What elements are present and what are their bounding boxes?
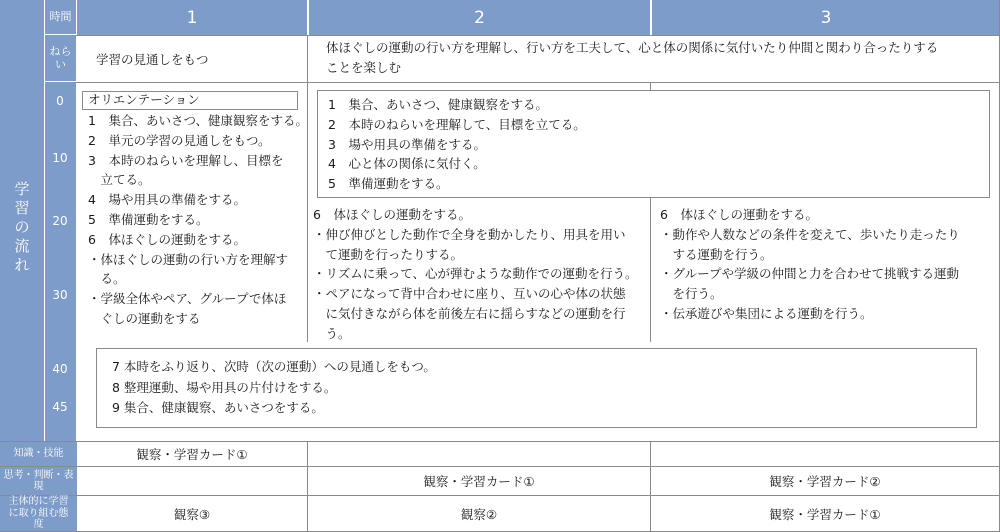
col1-line: 4 場や用具の準備をする。 xyxy=(88,192,246,208)
eval-cell: 観察・学習カード① xyxy=(136,447,248,462)
col2-line: う。 xyxy=(313,325,351,341)
col2-line: ・ペアになって背中合わせに座り、互いの心や体の状態 xyxy=(313,286,626,302)
closing-line: 8 整理運動、場や用具の片付けをする。 xyxy=(112,379,337,395)
eval-cell: 観察③ xyxy=(173,506,211,522)
aim-col1: 学習の見通しをもつ xyxy=(96,52,209,67)
aim-line: ことを楽しむ xyxy=(326,60,402,75)
col1-line: 1 集合、あいさつ、健康観察をする。 xyxy=(88,113,308,128)
common-steps xyxy=(328,95,586,194)
col-header-2: 2 xyxy=(308,0,650,35)
col3-line: ・動作や人数などの条件を変えて、歩いたり走ったり xyxy=(660,226,960,242)
aim-col23 xyxy=(326,38,938,78)
col2-line: て運動を行ったりする。 xyxy=(313,246,464,262)
col1-line: ・体ほぐしの運動の行い方を理解す xyxy=(88,251,289,267)
flow-label: 学 習 の 流 れ xyxy=(14,180,30,274)
time-0: 0 xyxy=(56,94,64,108)
aim-line: 体ほぐしの運動の行い方を理解し、行い方を工夫して、心と体の関係に気付いたり仲間と関わり合ったりする xyxy=(326,40,939,55)
aim-label: ねらい xyxy=(44,36,76,82)
col1-line: ・学級全体やペア、グループで体ほ xyxy=(88,291,287,307)
col2-activities xyxy=(313,205,638,344)
col1-line: 2 単元の学習の見通しをもつ。 xyxy=(88,132,271,148)
col2-line: に気付きながら体を前後左右に揺らすなどの運動を行 xyxy=(313,305,626,321)
common-line: 3 場や用具の準備をする。 xyxy=(328,136,486,152)
eval-cell xyxy=(308,442,650,466)
col-header-1: 1 xyxy=(77,0,307,35)
col3-line: ・伝承遊びや集団による運動を行う。 xyxy=(660,305,873,321)
col1-line: る。 xyxy=(88,271,126,287)
common-line: 2 本時のねらいを理解して、目標を立てる。 xyxy=(328,116,586,132)
col3-line: を行う。 xyxy=(660,286,723,302)
eval-cell: 観察・学習カード① xyxy=(769,506,881,522)
col2-line: 6 体ほぐしの運動をする。 xyxy=(313,207,471,222)
time-10: 10 xyxy=(52,151,68,165)
eval-cell: 観察・学習カード② xyxy=(769,474,881,489)
common-line: 4 心と体の関係に気付く。 xyxy=(328,156,486,172)
closing-steps xyxy=(112,357,436,419)
common-line: 1 集合、あいさつ、健康観察をする。 xyxy=(328,97,548,112)
col2-line: ・伸び伸びとした動作で全身を動かしたり、用具を用い xyxy=(313,226,626,242)
col1-line: 3 本時のねらいを理解し、目標を xyxy=(88,152,284,168)
col1-line: 5 準備運動をする。 xyxy=(88,211,209,227)
grid-line xyxy=(307,35,308,82)
time-20: 20 xyxy=(52,214,68,228)
time-header: 時間 xyxy=(44,0,76,35)
col2-line: ・リズムに乗って、心が弾むような動作での運動を行う。 xyxy=(313,266,638,282)
closing-line: 9 集合、健康観察、あいさつをする。 xyxy=(112,400,324,415)
grid-line xyxy=(76,35,1000,36)
grid-line xyxy=(76,82,1000,83)
eval-cell xyxy=(651,442,999,466)
col3-activities xyxy=(660,205,960,324)
eval-label-attitude: 主体的に学習に取り組む態度 xyxy=(0,496,77,531)
eval-label-knowledge: 知識・技能 xyxy=(0,442,77,466)
col3-line: する運動を行う。 xyxy=(660,246,773,262)
time-30: 30 xyxy=(52,288,68,302)
eval-cell xyxy=(77,467,307,495)
col1-steps xyxy=(88,111,308,329)
common-line: 5 準備運動をする。 xyxy=(328,176,449,192)
eval-cell: 観察・学習カード① xyxy=(423,474,535,489)
col1-line: ぐしの運動をする xyxy=(88,310,201,326)
time-40: 40 xyxy=(52,362,68,376)
eval-cell: 観察② xyxy=(460,506,498,522)
closing-line: 7 本時をふり返り、次時（次の運動）への見通しをもつ。 xyxy=(112,359,436,374)
col3-line: 6 体ほぐしの運動をする。 xyxy=(660,207,818,222)
col1-line: 立てる。 xyxy=(88,172,151,188)
col3-line: ・グループや学級の仲間と力を合わせて挑戦する運動 xyxy=(660,266,960,282)
eval-label-thinking: 思考・判断・表現 xyxy=(0,467,77,495)
orientation-title: オリエンテーション xyxy=(88,92,200,107)
col1-line: 6 体ほぐしの運動をする。 xyxy=(88,231,246,247)
col-header-3: 3 xyxy=(651,0,1000,35)
time-45: 45 xyxy=(52,400,68,414)
